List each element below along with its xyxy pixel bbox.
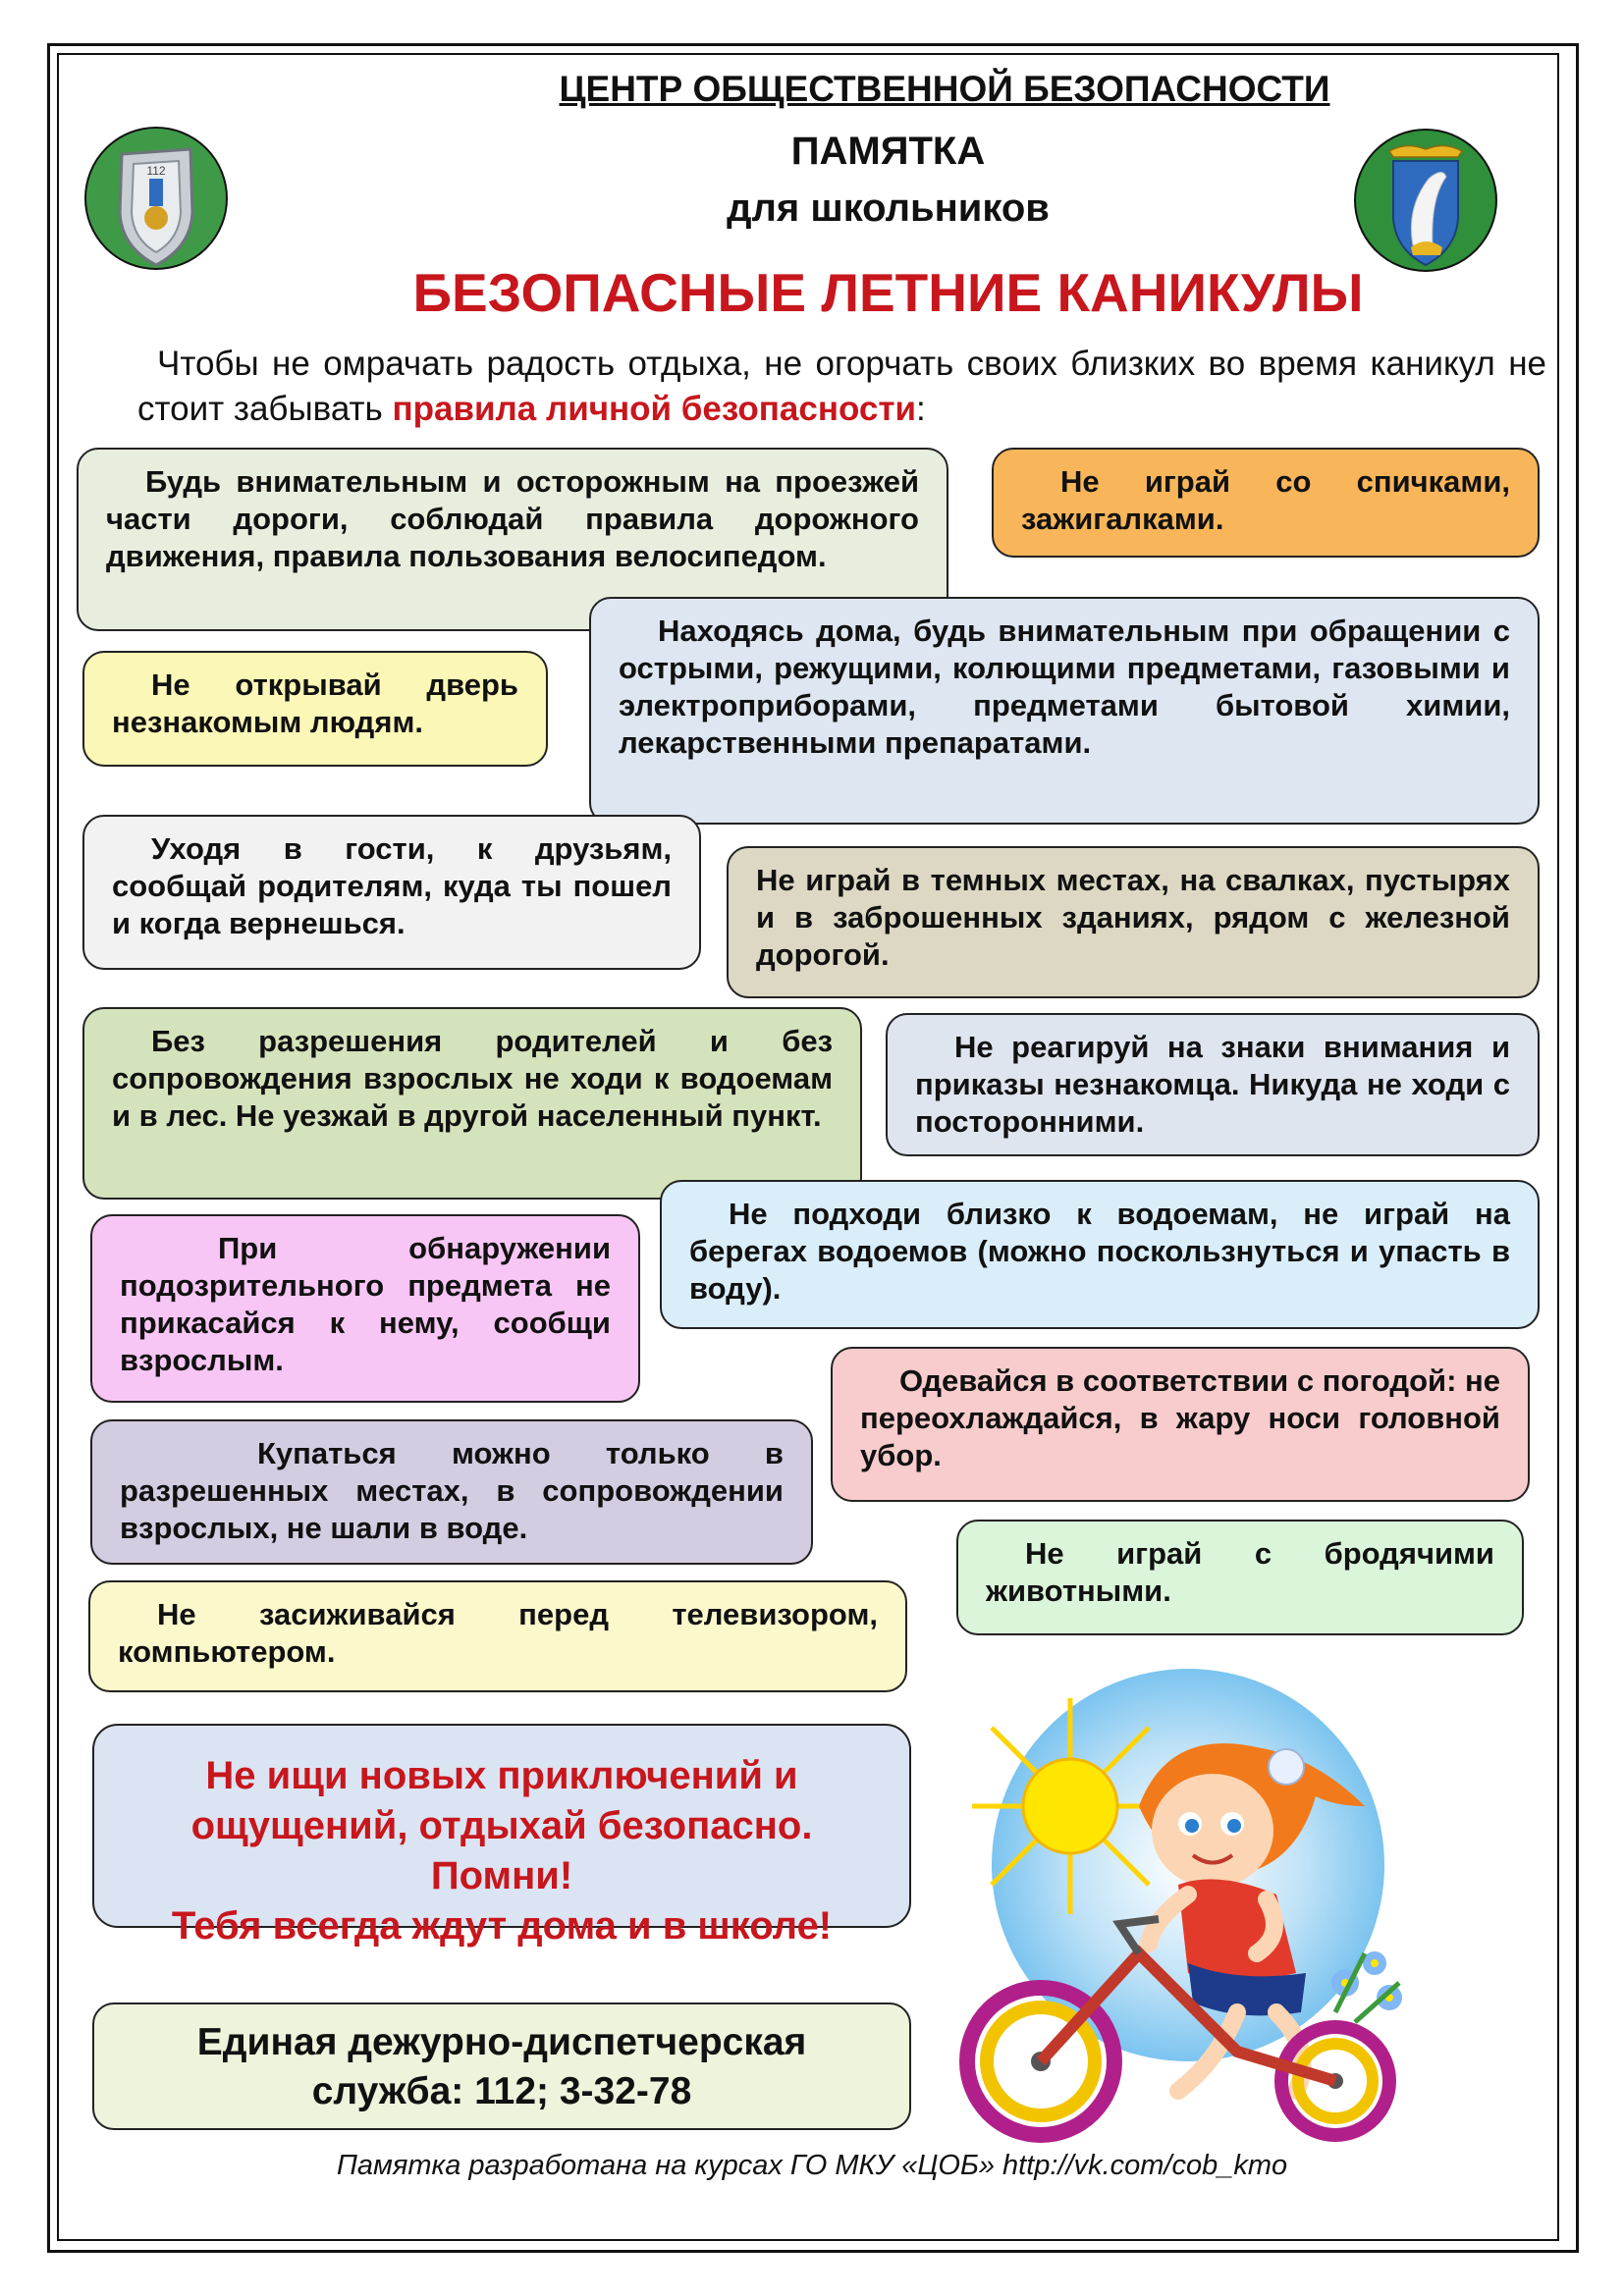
rule-box-suspicious-item — [90, 1214, 640, 1403]
final-line: ощущений, отдыхай безопасно. — [190, 1804, 813, 1847]
rule-text: Не подходи близко к водоемам, не играй на берегах водоемов (можно поскользнуться и упасть в воду). — [689, 1197, 1510, 1306]
rule-text: Уходя в гости, к друзьям, сообщай родителям, куда ты пошел и когда вернешься. — [112, 831, 672, 940]
rule-box-shore — [660, 1180, 1540, 1329]
hotline-numbers: служба: 112; 3-32-78 — [311, 2070, 692, 2112]
rule-box-dark-places — [727, 846, 1540, 998]
final-message — [92, 1724, 911, 1948]
rule-box-water-forest — [82, 1007, 862, 1200]
rule-text: Не открывай дверь незнакомым людям. — [112, 667, 518, 739]
rule-box-strangers — [886, 1013, 1540, 1156]
rule-text: Одевайся в соответствии с погодой: не переохлаждайся, в жару носи головной убор. — [860, 1363, 1500, 1472]
page-title: БЕЗОПАСНЫЕ ЛЕТНИЕ КАНИКУЛЫ — [412, 262, 1364, 323]
rule-text: Находясь дома, будь внимательным при обращении с острыми, режущими, колющими предметами, газовыми и электроприборами, предметами бытовой химии, лекарственными препаратами. — [619, 614, 1510, 760]
left-logo-number: 112 — [146, 164, 166, 178]
rule-box-door — [82, 651, 548, 767]
rule-box-matches — [992, 448, 1540, 558]
final-line: Помни! — [430, 1854, 573, 1897]
rule-box-swimming — [90, 1419, 813, 1565]
rule-box-weather — [831, 1347, 1530, 1502]
memo-heading: ПАМЯТКА — [790, 130, 986, 173]
rule-text: Не играй с бродячими животными. — [986, 1536, 1494, 1608]
rule-text: Купаться можно только в разрешенных местах, в сопровождении взрослых, не шали в воде. — [120, 1436, 784, 1545]
rule-text: Без разрешения родителей и без сопровождения взрослых не ходи к водоемам и в лес. Не уезжай в другой населенный пункт. — [112, 1024, 833, 1133]
rule-text: При обнаружении подозрительного предмета не прикасайся к нему, сообщи взрослым. — [120, 1231, 611, 1377]
hotline-box — [92, 2002, 911, 2130]
intro-colon: : — [916, 390, 926, 428]
intro-paragraph — [137, 342, 1546, 432]
organization-name: ЦЕНТР ОБЩЕСТВЕННОЙ БЕЗОПАСНОСТИ — [559, 69, 1330, 109]
rule-text: Не засиживайся перед телевизором, компьютером. — [118, 1597, 878, 1669]
intro-highlight: правила личной безопасности — [392, 390, 917, 428]
rule-box-home-items — [589, 597, 1540, 825]
final-line: Не ищи новых приключений и — [205, 1754, 798, 1797]
footer-credits: Памятка разработана на курсах ГО МКУ «ЦОБ» http://vk.com/cob_kmo — [336, 2150, 1288, 2181]
rule-text: Не играй в темных местах, на свалках, пустырях и в заброшенных зданиях, рядом с железной дорогой. — [756, 863, 1510, 972]
rule-box-visiting — [82, 815, 701, 970]
rule-text: Не реагируй на знаки внимания и приказы незнакомца. Никуда не ходи с посторонними. — [915, 1030, 1510, 1139]
rule-text: Будь внимательным и осторожным на проезжей части дороги, соблюдай правила дорожного движения, правила пользования велосипедом. — [106, 464, 919, 573]
girl-on-bicycle-with-sun-icon — [943, 1659, 1414, 2169]
intro-text: Чтобы не омрачать радость отдыха, не огорчать своих близких во время каникул не стоит забывать — [137, 345, 1546, 428]
final-line: Тебя всегда ждут дома и в школе! — [171, 1904, 833, 1948]
rule-text: Не играй со спичками, зажигалками. — [1021, 464, 1510, 536]
rule-box-stray-animals — [956, 1520, 1524, 1635]
rule-box-screen-time — [88, 1580, 907, 1692]
hotline-title: Единая дежурно-диспетчерская — [196, 2021, 807, 2063]
memo-audience: для школьников — [727, 187, 1050, 230]
